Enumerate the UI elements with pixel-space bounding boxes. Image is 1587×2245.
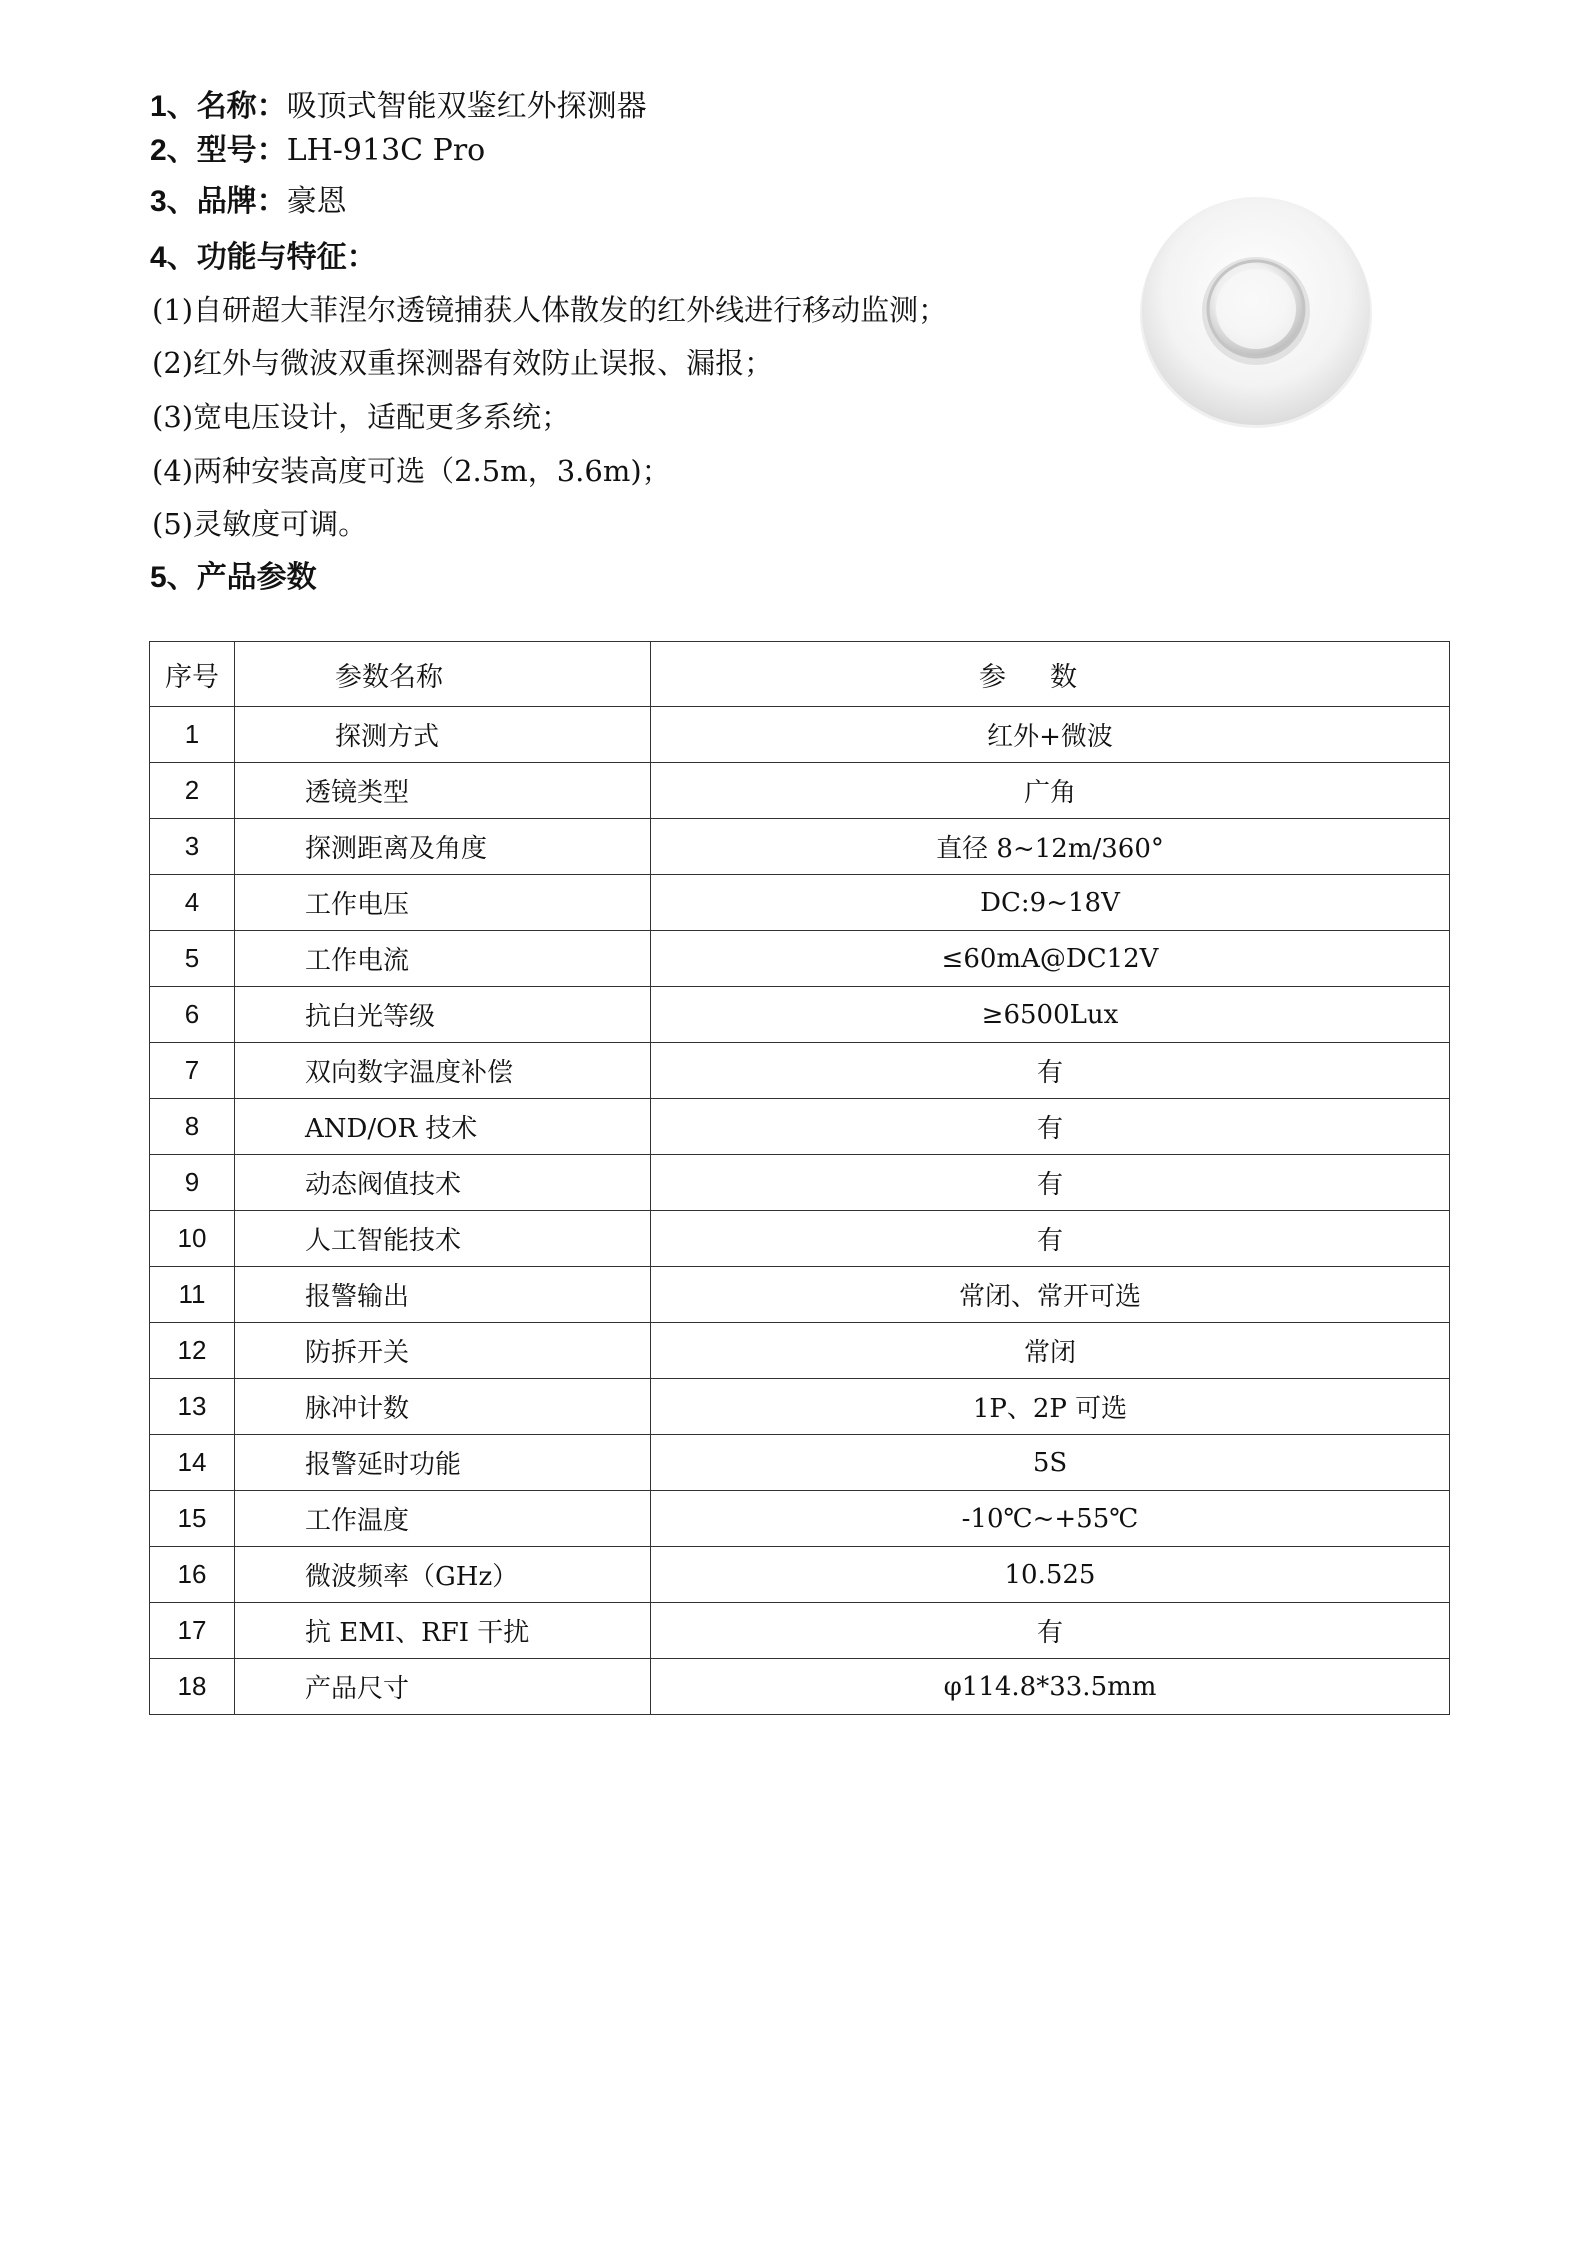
- row-param-value: 有: [651, 1043, 1450, 1099]
- row-param-name: 脉冲计数: [235, 1379, 651, 1435]
- table-row: [150, 875, 1450, 931]
- table-row: [150, 1435, 1450, 1491]
- table-row: [150, 1491, 1450, 1547]
- info-model-value: LH-913C Pro: [286, 133, 486, 168]
- table-row: [150, 987, 1450, 1043]
- row-index: 12: [150, 1323, 235, 1379]
- params-heading-label: 产品参数: [196, 560, 317, 595]
- feature-item: (4)两种安装高度可选（2.5m，3.6m)；: [152, 454, 671, 488]
- product-image: [1138, 193, 1374, 429]
- row-param-value: 红外+微波: [651, 707, 1450, 763]
- row-index: 10: [150, 1211, 235, 1267]
- row-index: 17: [150, 1603, 235, 1659]
- row-param-name: 双向数字温度补偿: [235, 1043, 651, 1099]
- row-param-name: 工作温度: [235, 1491, 651, 1547]
- row-param-name: 抗 EMI、RFI 干扰: [235, 1603, 651, 1659]
- row-index: 14: [150, 1435, 235, 1491]
- row-index: 3: [150, 819, 235, 875]
- info-model-line: [150, 131, 485, 171]
- row-param-name: 动态阀值技术: [235, 1155, 651, 1211]
- row-param-name: 抗白光等级: [235, 987, 651, 1043]
- row-param-value: 广角: [651, 763, 1450, 819]
- info-model-label: 型号：: [196, 133, 287, 168]
- params-heading: [150, 558, 317, 598]
- row-index: 18: [150, 1659, 235, 1715]
- row-index: 11: [150, 1267, 235, 1323]
- row-param-value: ≥6500Lux: [651, 987, 1450, 1043]
- row-param-name: 工作电流: [235, 931, 651, 987]
- table-row: [150, 1379, 1450, 1435]
- row-index: 8: [150, 1099, 235, 1155]
- row-param-name: 微波频率（GHz）: [235, 1547, 651, 1603]
- table-row: [150, 819, 1450, 875]
- row-index: 4: [150, 875, 235, 931]
- table-row: [150, 1603, 1450, 1659]
- params-number: 5、: [150, 561, 197, 594]
- row-index: 16: [150, 1547, 235, 1603]
- row-index: 5: [150, 931, 235, 987]
- table-row: [150, 1267, 1450, 1323]
- features-heading: [150, 238, 377, 278]
- row-param-value: ≤60mA@DC12V: [651, 931, 1450, 987]
- parameter-table: [149, 641, 1450, 1715]
- row-index: 1: [150, 707, 235, 763]
- info-brand-value: 豪恩: [286, 184, 347, 219]
- row-index: 15: [150, 1491, 235, 1547]
- info-model-number: 2、: [150, 134, 197, 167]
- row-param-value: 常闭: [651, 1323, 1450, 1379]
- row-param-value: 5S: [651, 1435, 1450, 1491]
- row-param-name: 透镜类型: [235, 763, 651, 819]
- feature-item: (1)自研超大菲涅尔透镜捕获人体散发的红外线进行移动监测；: [152, 293, 948, 327]
- row-index: 7: [150, 1043, 235, 1099]
- table-row: [150, 1099, 1450, 1155]
- header-param-value: 参数: [651, 642, 1450, 707]
- row-param-value: φ114.8*33.5mm: [651, 1659, 1450, 1715]
- info-brand-line: [150, 182, 347, 222]
- row-param-value: 有: [651, 1211, 1450, 1267]
- row-param-value: 常闭、常开可选: [651, 1267, 1450, 1323]
- row-param-value: -10℃~+55℃: [651, 1491, 1450, 1547]
- row-param-name: 报警输出: [235, 1267, 651, 1323]
- table-row: [150, 1155, 1450, 1211]
- row-param-value: 有: [651, 1155, 1450, 1211]
- row-index: 13: [150, 1379, 235, 1435]
- row-param-name: 工作电压: [235, 875, 651, 931]
- row-index: 2: [150, 763, 235, 819]
- row-param-name: AND/OR 技术: [235, 1099, 651, 1155]
- info-name-value: 吸顶式智能双鉴红外探测器: [286, 89, 647, 124]
- table-row: [150, 1659, 1450, 1715]
- info-name-label: 名称：: [196, 89, 287, 124]
- info-name-number: 1、: [150, 90, 197, 123]
- table-row: [150, 1323, 1450, 1379]
- row-param-name: 防拆开关: [235, 1323, 651, 1379]
- table-row: [150, 1547, 1450, 1603]
- row-param-value: 有: [651, 1099, 1450, 1155]
- feature-item: (3)宽电压设计，适配更多系统；: [152, 400, 571, 434]
- row-param-value: 直径 8~12m/360°: [651, 819, 1450, 875]
- table-row: [150, 707, 1450, 763]
- row-param-value: DC:9~18V: [651, 875, 1450, 931]
- table-row: [150, 1211, 1450, 1267]
- row-param-name: 报警延时功能: [235, 1435, 651, 1491]
- row-param-value: 10.525: [651, 1547, 1450, 1603]
- feature-item: (2)红外与微波双重探测器有效防止误报、漏报；: [152, 346, 774, 380]
- features-heading-label: 功能与特征：: [196, 240, 377, 275]
- row-param-value: 1P、2P 可选: [651, 1379, 1450, 1435]
- feature-item: (5)灵敏度可调。: [152, 507, 368, 541]
- table-row: [150, 763, 1450, 819]
- features-number: 4、: [150, 241, 197, 274]
- table-row: [150, 931, 1450, 987]
- row-param-name: 产品尺寸: [235, 1659, 651, 1715]
- row-param-name: 探测方式: [235, 707, 651, 763]
- table-row: [150, 1043, 1450, 1099]
- info-name-line: [150, 87, 647, 127]
- row-param-value: 有: [651, 1603, 1450, 1659]
- row-param-name: 人工智能技术: [235, 1211, 651, 1267]
- row-index: 9: [150, 1155, 235, 1211]
- row-index: 6: [150, 987, 235, 1043]
- info-brand-label: 品牌：: [196, 184, 287, 219]
- info-brand-number: 3、: [150, 185, 197, 218]
- row-param-name: 探测距离及角度: [235, 819, 651, 875]
- header-index: 序号: [150, 642, 235, 707]
- table-header-row: [150, 642, 1450, 707]
- header-param-name: 参数名称: [235, 642, 651, 707]
